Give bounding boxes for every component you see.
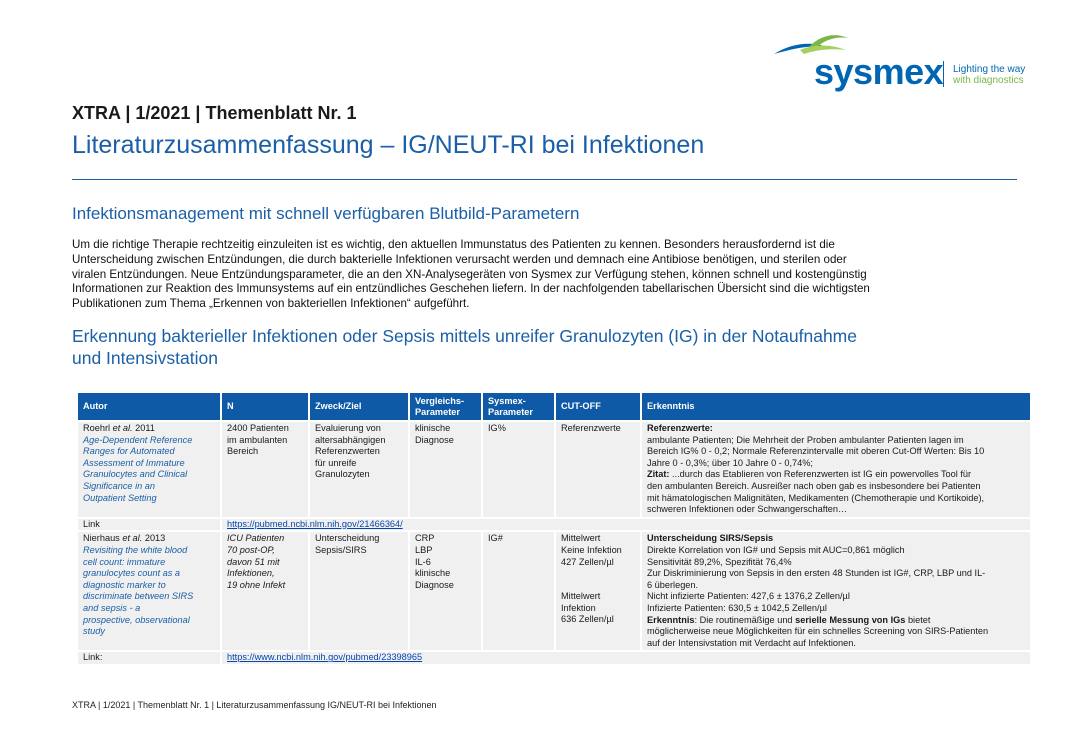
cell-vergleich: CRP LBP IL-6 klinische Diagnose	[410, 530, 481, 650]
cell-erkenntnis: Referenzwerte: ambulante Patienten; Die Mehrheit der Proben ambulanter Patienten lagen im Bereich IG% 0 - 0,2; Normale Referenzintervalle mit oberen Cut-Off Werten: Bis 10 Jahre 0 - 0,3%; über 10 Jahre 0 - 0,74%; Zitat: ...durch das Etablieren von Referenzwerten ist IG ein powervolles Tool für den ambulanten Bereich. Ausreißer nach oben gab es insbesondere bei Patienten mit hämatologischen Malignitäten, Medikamenten (Chemotherapie und Kortikoide), schweren Infektionen oder Schwangerschaften…	[642, 420, 1030, 517]
link-cell	[222, 650, 1030, 664]
cell-zweck: Unterscheidung Sepsis/SIRS	[310, 530, 408, 650]
cell-author: Roehrl et al. 2011 Age-Dependent Reference Ranges for Automated Assessment of Immature Granulocytes and Clinical Significance in an Outpatient Setting	[78, 420, 220, 517]
cell-zweck: Evaluierung von altersabhängigen Referenzwerten für unreife Granulozyten	[310, 420, 408, 517]
intro-paragraph	[72, 238, 972, 312]
cell-cutoff: Mittelwert Keine Infektion 427 Zellen/µl Mittelwert Infektion 636 Zellen/µl	[556, 530, 640, 650]
col-header-autor: Autor	[78, 393, 220, 420]
pubmed-link[interactable]: https://www.ncbi.nlm.nih.gov/pubmed/23398965	[227, 652, 423, 663]
col-header-n: N	[222, 393, 308, 420]
cell-n: 2400 Patienten im ambulanten Bereich	[222, 420, 308, 517]
document-header: XTRA | 1/2021 | Themenblatt Nr. 1	[72, 103, 357, 123]
intro-line: Publikationen zum Thema „Erkennen von bakteriellen Infektionen“ aufgeführt.	[72, 297, 470, 311]
logo-wordmark: sysmex	[814, 51, 944, 92]
intro-line: Unterscheidung zwischen Entzündungen, die durch bakterielle Infektionen verursacht werden und demnach eine Antibiose benötigen, und sterilen oder	[72, 252, 847, 266]
cell-sysmex: IG%	[483, 420, 554, 517]
cell-cutoff: Referenzwerte	[556, 420, 640, 517]
cell-vergleich: klinische Diagnose	[410, 420, 481, 517]
intro-line: Um die richtige Therapie rechtzeitig einzuleiten ist es wichtig, den aktuellen Immunstatus des Patienten zu kennen. Besonders herausfordernd ist die	[72, 238, 835, 251]
subsection-title	[72, 325, 972, 369]
subsection-title-line: Erkennung bakterieller Infektionen oder Sepsis mittels unreifer Granulozyten (IG) in der Notaufnahme	[72, 326, 857, 346]
intro-line: Informationen zur Reaktion des Immunsystems auf ein entzündliches Geschehen liefern. In der nachfolgenden tabellarischen Übersicht sind die wichtigsten	[72, 282, 870, 296]
logo-tagline-2: with diagnostics	[953, 75, 1024, 86]
cell-sysmex: IG#	[483, 530, 554, 650]
link-label: Link	[78, 517, 220, 531]
link-cell	[222, 517, 1030, 531]
page-title: Literaturzusammenfassung – IG/NEUT-RI bei Infektionen	[72, 131, 705, 159]
cell-n: ICU Patienten 70 post-OP, davon 51 mit Infektionen, 19 ohne Infekt	[222, 530, 308, 650]
table-row	[78, 420, 1030, 517]
col-header-zweck: Zweck/Ziel	[310, 393, 408, 420]
cell-author: Nierhaus et al. 2013 Revisiting the white blood cell count: immature granulocytes count as a diagnostic marker to discriminate between SIRS and sepsis - a prospective, observational study	[78, 530, 220, 650]
link-label: Link:	[78, 650, 220, 664]
table-row	[78, 530, 1030, 650]
col-header-erkenntnis: Erkenntnis	[642, 393, 1030, 420]
page-footer: XTRA | 1/2021 | Themenblatt Nr. 1 | Literaturzusammenfassung IG/NEUT-RI bei Infektionen	[72, 700, 437, 710]
sysmex-logo	[770, 32, 1032, 92]
subsection-title-line: und Intensivstation	[72, 348, 218, 368]
intro-line: viralen Entzündungen. Neue Entzündungsparameter, die an den XN-Analysegeräten von Sysmex zur Verfügung stehen, können schnell und kostengünstig	[72, 267, 867, 281]
table-header-row	[78, 393, 1030, 420]
cell-erkenntnis: Unterscheidung SIRS/Sepsis Direkte Korrelation von IG# und Sepsis mit AUC=0,861 möglich Sensitivität 89,2%, Spezifität 76,4% Zur Diskriminierung von Sepsis in den ersten 48 Stunden ist IG#, CRP, LBP und IL- 6 überlegen. Nicht infizierte Patienten: 427,6 ± 1376,2 Zellen/µl Infizierte Patienten: 630,5 ± 1042,5 Zellen/µl Erkenntnis: Die routinemäßige und serielle Messung von IGs bietet möglicherweise neue Möglichkeiten für ein schnelles Screening von SIRS-Patienten auf der Intensivstation mit Verdacht auf Infektionen.	[642, 530, 1030, 650]
logo-divider	[943, 61, 944, 87]
table-link-row	[78, 650, 1030, 664]
logo-tagline-1: Lighting the way	[953, 64, 1026, 75]
col-header-vergleich: Vergleichs- Parameter	[410, 393, 481, 420]
table-link-row	[78, 517, 1030, 531]
title-divider	[72, 179, 1017, 180]
col-header-sysmex: Sysmex- Parameter	[483, 393, 554, 420]
literature-table	[76, 393, 1032, 664]
col-header-cutoff: CUT-OFF	[556, 393, 640, 420]
pubmed-link[interactable]: https://pubmed.ncbi.nlm.nih.gov/21466364/	[227, 518, 403, 529]
section-title: Infektionsmanagement mit schnell verfügbaren Blutbild-Parametern	[72, 204, 580, 223]
